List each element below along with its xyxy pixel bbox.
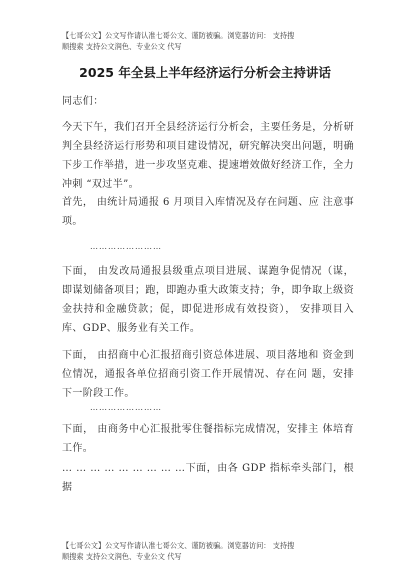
document-title: 2025 年全县上半年经济运行分析会主持讲话 (79, 65, 331, 80)
ellipsis-separator: …………………… (90, 403, 162, 412)
paragraph-development: 下面， 由发改局通报县级重点项目进展、谋跑争促情况（谋，即谋划储备项目；跑，即跑办重大政策支持；争，即争取上级资金扶持和金融贷款；促，即促进形成有效投资）， 安排项目入库、GDP、服务业有关工作。 (62, 266, 354, 334)
salutation: 同志们： (62, 96, 104, 107)
header-watermark-note: 【七哥公文】公文写作请认准七哥公文、谨防被骗。浏览器访问： 支持搜 顺搜索 支持公文润色、专业公文 代写 (62, 31, 295, 51)
paragraph-gdp: … … … … … … … … …下面，由各 GDP 指标牵头部门，根据 (62, 463, 354, 493)
footer-watermark-note: 【七哥公文】公文写作请认准七哥公文、谨防被骗。浏览器访问： 支持搜 顺搜索 支持公文润色、专业公文 代写 (62, 541, 295, 561)
ellipsis-separator: …………………… (90, 242, 162, 251)
paragraph-intro: 今天下午，我们召开全县经济运行分析会，主要任务是，分析研判全县经济运行形势和项目建设情况，研究解决突出问题，明确下步工作举措，进一步攻坚克难、提速增效做好经济工作，全力冲刺 “双过半”。 (62, 122, 354, 190)
paragraph-investment: 下面， 由招商中心汇报招商引资总体进展、项目落地和 资金到位情况，通报各单位招商引资工作开展情况、存在问 题，安排下一阶段工作。 (62, 350, 354, 399)
paragraph-commerce: 下面， 由商务中心汇报批零住餐指标完成情况，安排主 体培育工作。 (62, 424, 354, 454)
paragraph-statistics: 首先， 由统计局通报 6 月项目入库情况及存在问题、应 注意事项。 (62, 197, 354, 227)
